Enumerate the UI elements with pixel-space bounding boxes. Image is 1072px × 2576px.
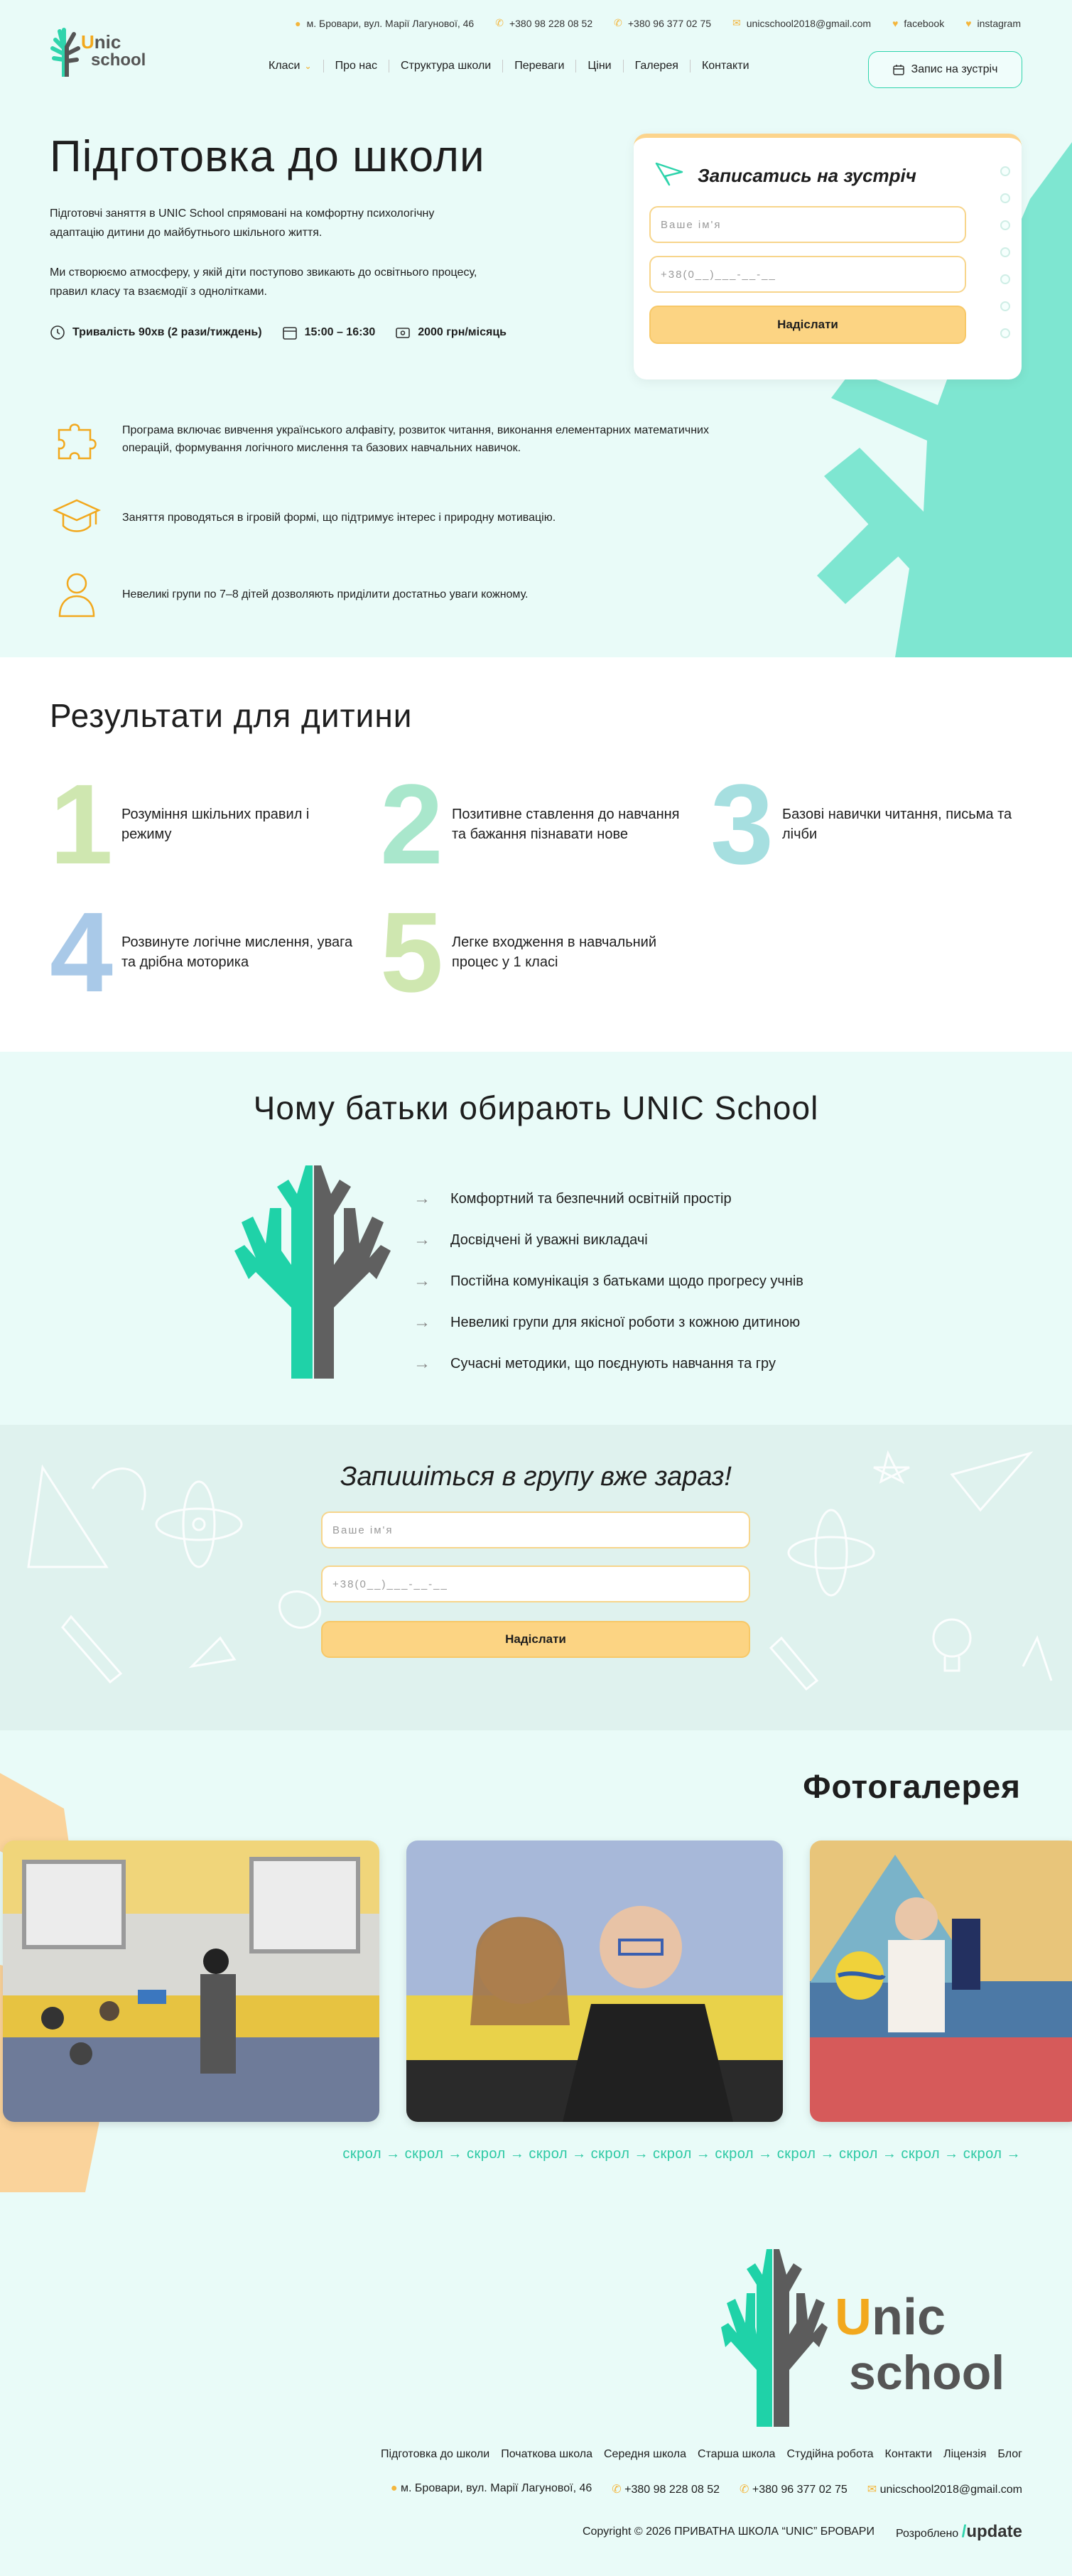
phone-input[interactable]: +38(0__)___-__-__ xyxy=(649,256,966,293)
heart-icon: ♥ xyxy=(965,17,972,29)
logo[interactable] xyxy=(50,27,146,77)
footer-link[interactable]: Студійна робота xyxy=(786,2448,874,2460)
clock-icon xyxy=(50,325,65,340)
signup-section xyxy=(0,1425,1072,1730)
nav-item-structure[interactable]: Структура школи xyxy=(389,60,503,72)
result-number: 1 xyxy=(50,760,113,888)
topbar-facebook[interactable] xyxy=(892,17,944,29)
result-text: Позитивне ставлення до навчання та бажання пізнавати нове xyxy=(451,807,680,842)
phone-icon: ✆ xyxy=(612,2484,625,2496)
footer-logo-letter-u: U xyxy=(835,2289,872,2346)
graduation-cap-icon xyxy=(50,490,104,544)
topbar-phone-2[interactable] xyxy=(614,17,711,29)
location-icon: ● xyxy=(390,2482,401,2494)
meeting-form xyxy=(634,134,1022,379)
footer-phone-2-text: +380 96 377 02 75 xyxy=(752,2484,848,2496)
developer-logo-text: update xyxy=(966,2522,1022,2541)
footer-logo-text-top xyxy=(835,2289,946,2346)
footer-address[interactable] xyxy=(391,2482,592,2496)
topbar-phone-1[interactable] xyxy=(495,17,592,29)
gallery-title: Фотогалерея xyxy=(803,1768,1021,1805)
why-item-text: Комфортний та безпечний освітній простір xyxy=(450,1190,732,1207)
arrow-right-icon: → xyxy=(413,1354,431,1373)
scroll-hint: скрол → скрол → скрол → скрол → скрол → скрол → скрол → скрол → скрол → скрол → скрол → xyxy=(342,2146,1021,2162)
result-number: 2 xyxy=(380,760,443,888)
meta-price-text: 2000 грн/місяць xyxy=(418,326,507,338)
feature-text: Програма включає вивчення українського алфавіту, розвиток читання, виконання елементарних математичних операцій, формування логічного мислення та базових навчальних навичок. xyxy=(122,424,709,454)
signup-title: Запишіться в групу вже зараз! xyxy=(340,1462,732,1492)
meta-time-text: 15:00 – 16:30 xyxy=(304,326,376,338)
hero-paragraph-2: Ми створюємо атмосферу, у якій діти поступово звикають до освітнього процесу, правил класу та взаємодії з однолітками. xyxy=(50,266,477,298)
footer-logo[interactable] xyxy=(721,2249,1023,2427)
footer-phone-1[interactable] xyxy=(612,2482,720,2496)
nav-item-about[interactable]: Про нас xyxy=(324,60,389,72)
footer-link[interactable]: Середня школа xyxy=(603,2448,686,2460)
result-item xyxy=(50,888,356,1015)
nav-item-label: Класи xyxy=(269,60,301,72)
topbar-email[interactable] xyxy=(732,17,871,29)
result-text: Розвинуте логічне мислення, увага та дрібна моторика xyxy=(121,934,353,970)
calendar-icon xyxy=(893,64,904,75)
nav-item-contacts[interactable]: Контакти xyxy=(701,60,749,72)
notebook-rings xyxy=(1000,166,1010,338)
name-input[interactable]: Ваше ім'я xyxy=(649,206,966,243)
why-item-text: Досвідчені й уважні викладачі xyxy=(450,1232,648,1248)
nav-item-advantages[interactable]: Переваги xyxy=(503,60,576,72)
book-meeting-button[interactable] xyxy=(868,51,1022,88)
hero-paragraph-1: Підготовчі заняття в UNIC School спрямовані на комфортну психологічну адаптацію дитини до майбутнього шкільного життя. xyxy=(50,208,435,239)
meta-duration xyxy=(50,325,262,340)
nav-item-classes[interactable] xyxy=(257,60,324,72)
why-item xyxy=(413,1219,803,1261)
topbar-address[interactable] xyxy=(295,17,474,29)
footer-copyright-row xyxy=(583,2522,1022,2542)
why-title: Чому батьки обирають UNIC School xyxy=(253,1089,819,1126)
copyright-text: Copyright © 2026 ПРИВАТНА ШКОЛА “UNIC” БРОВАРИ xyxy=(582,2526,875,2538)
result-text: Базові навички читання, письма та лічби xyxy=(781,807,1012,842)
why-section xyxy=(0,1052,1072,1425)
why-item xyxy=(413,1178,803,1219)
meta-duration-text: Тривалість 90хв (2 рази/тиждень) xyxy=(72,326,262,338)
signup-submit-button[interactable]: Надіслати xyxy=(321,1621,750,1658)
footer-link[interactable]: Блог xyxy=(997,2448,1022,2460)
nav-item-gallery[interactable]: Галерея xyxy=(624,60,691,72)
footer-contacts xyxy=(391,2482,1022,2496)
result-number: 3 xyxy=(710,760,774,888)
result-item xyxy=(380,888,686,1015)
meta-price xyxy=(395,325,507,340)
footer-email-text: unicschool2018@gmail.com xyxy=(879,2484,1022,2496)
arrow-right-icon: → xyxy=(413,1189,431,1208)
topbar-facebook-text: facebook xyxy=(904,17,945,29)
meeting-submit-button[interactable]: Надіслати xyxy=(649,306,966,344)
wallet-icon xyxy=(395,325,411,340)
nav-item-prices[interactable]: Ціни xyxy=(576,60,623,72)
book-meeting-label: Запис на зустріч xyxy=(911,63,998,75)
footer-link[interactable]: Підготовка до школи xyxy=(381,2448,490,2460)
results-title: Результати для дитини xyxy=(50,697,413,734)
meta-time xyxy=(282,325,376,340)
signup-phone-input[interactable]: +38(0__)___-__-__ xyxy=(321,1565,750,1602)
tree-logo-icon xyxy=(234,1165,391,1379)
footer-link[interactable]: Контакти xyxy=(884,2448,933,2460)
why-item-text: Невеликі групи для якісної роботи з кожною дитиною xyxy=(450,1314,801,1330)
chevron-down-icon: ⌄ xyxy=(304,61,312,71)
page-title: Підготовка до школи xyxy=(50,132,485,181)
why-item-text: Постійна комунікація з батьками щодо прогресу учнів xyxy=(450,1273,803,1289)
footer-logo-text-school: school xyxy=(849,2346,1005,2400)
result-number: 5 xyxy=(380,888,443,1015)
why-item xyxy=(413,1343,803,1384)
developer-logo: /update xyxy=(961,2522,1022,2541)
arrow-right-icon: → xyxy=(413,1230,431,1249)
result-number: 4 xyxy=(50,888,113,1015)
heart-icon: ♥ xyxy=(892,17,899,29)
course-meta xyxy=(50,325,507,340)
topbar-instagram[interactable] xyxy=(965,17,1021,29)
why-list xyxy=(413,1178,803,1384)
puzzle-icon xyxy=(50,412,104,466)
meeting-form-title: Записатись на зустріч xyxy=(698,165,916,186)
gallery-photo-sports[interactable] xyxy=(810,1841,1072,2122)
results-section xyxy=(0,657,1072,1052)
topbar-email-text: unicschool2018@gmail.com xyxy=(746,17,872,29)
feature-item xyxy=(50,567,760,621)
footer-link[interactable]: Ліцензія xyxy=(943,2448,987,2460)
made-by-text: Розроблено xyxy=(895,2528,959,2540)
footer-phone-2[interactable] xyxy=(740,2482,848,2496)
topbar-address-text: м. Бровари, вул. Марії Лагунової, 46 xyxy=(306,17,475,29)
main-nav xyxy=(257,60,761,72)
gallery-photo-children[interactable] xyxy=(406,1841,783,2122)
why-item xyxy=(413,1261,803,1302)
feature-text: Заняття проводяться в ігровій формі, що підтримує інтерес і природну мотивацію. xyxy=(122,511,556,524)
phone-icon: ✆ xyxy=(740,2484,752,2496)
location-icon: ● xyxy=(295,17,301,29)
arrow-right-icon: → xyxy=(413,1313,431,1332)
footer-phone-1-text: +380 98 228 08 52 xyxy=(624,2484,720,2496)
logo-text-nic: nic xyxy=(94,31,121,53)
why-item xyxy=(413,1302,803,1343)
result-item xyxy=(380,760,686,888)
feature-item xyxy=(50,490,760,544)
footer-address-text: м. Бровари, вул. Марії Лагунової, 46 xyxy=(401,2482,592,2494)
footer-link[interactable]: Початкова школа xyxy=(501,2448,592,2460)
footer xyxy=(0,2192,1072,2576)
logo-text-school: school xyxy=(91,50,146,70)
logo-tree-icon xyxy=(50,27,81,77)
topbar-phone-1-text: +380 98 228 08 52 xyxy=(509,17,593,29)
signup-name-input[interactable]: Ваше ім'я xyxy=(321,1511,750,1548)
arrow-right-icon: → xyxy=(413,1271,431,1290)
developer-credit[interactable] xyxy=(896,2522,1022,2542)
footer-links xyxy=(381,2448,1022,2461)
paper-plane-icon xyxy=(655,162,683,186)
phone-icon: ✆ xyxy=(614,17,622,28)
mail-icon: ✉ xyxy=(732,17,741,28)
footer-email[interactable] xyxy=(867,2482,1022,2496)
result-item xyxy=(710,760,1017,888)
gallery-section xyxy=(0,1730,1072,2192)
feature-text: Невеликі групи по 7–8 дітей дозволяють приділити достатньо уваги кожному. xyxy=(122,588,529,600)
footer-logo-tree-icon xyxy=(721,2249,828,2427)
user-icon xyxy=(50,567,104,621)
result-item xyxy=(50,760,356,888)
topbar xyxy=(295,17,1021,29)
result-text: Легке входження в навчальний процес у 1 класі xyxy=(451,934,657,970)
phone-icon: ✆ xyxy=(495,17,504,28)
topbar-phone-2-text: +380 96 377 02 75 xyxy=(627,17,712,29)
logo-letter-u: U xyxy=(81,31,94,53)
footer-logo-text-nic: nic xyxy=(872,2289,946,2346)
feature-item xyxy=(50,412,760,466)
footer-link[interactable]: Старша школа xyxy=(697,2448,776,2460)
why-item-text: Сучасні методики, що поєднують навчання та гру xyxy=(450,1355,776,1371)
result-text: Розуміння шкільних правил і режиму xyxy=(121,807,310,842)
gallery-photo-classroom[interactable] xyxy=(3,1841,379,2122)
topbar-instagram-text: instagram xyxy=(977,17,1021,29)
calendar-icon xyxy=(282,325,298,340)
mail-icon: ✉ xyxy=(867,2484,880,2496)
